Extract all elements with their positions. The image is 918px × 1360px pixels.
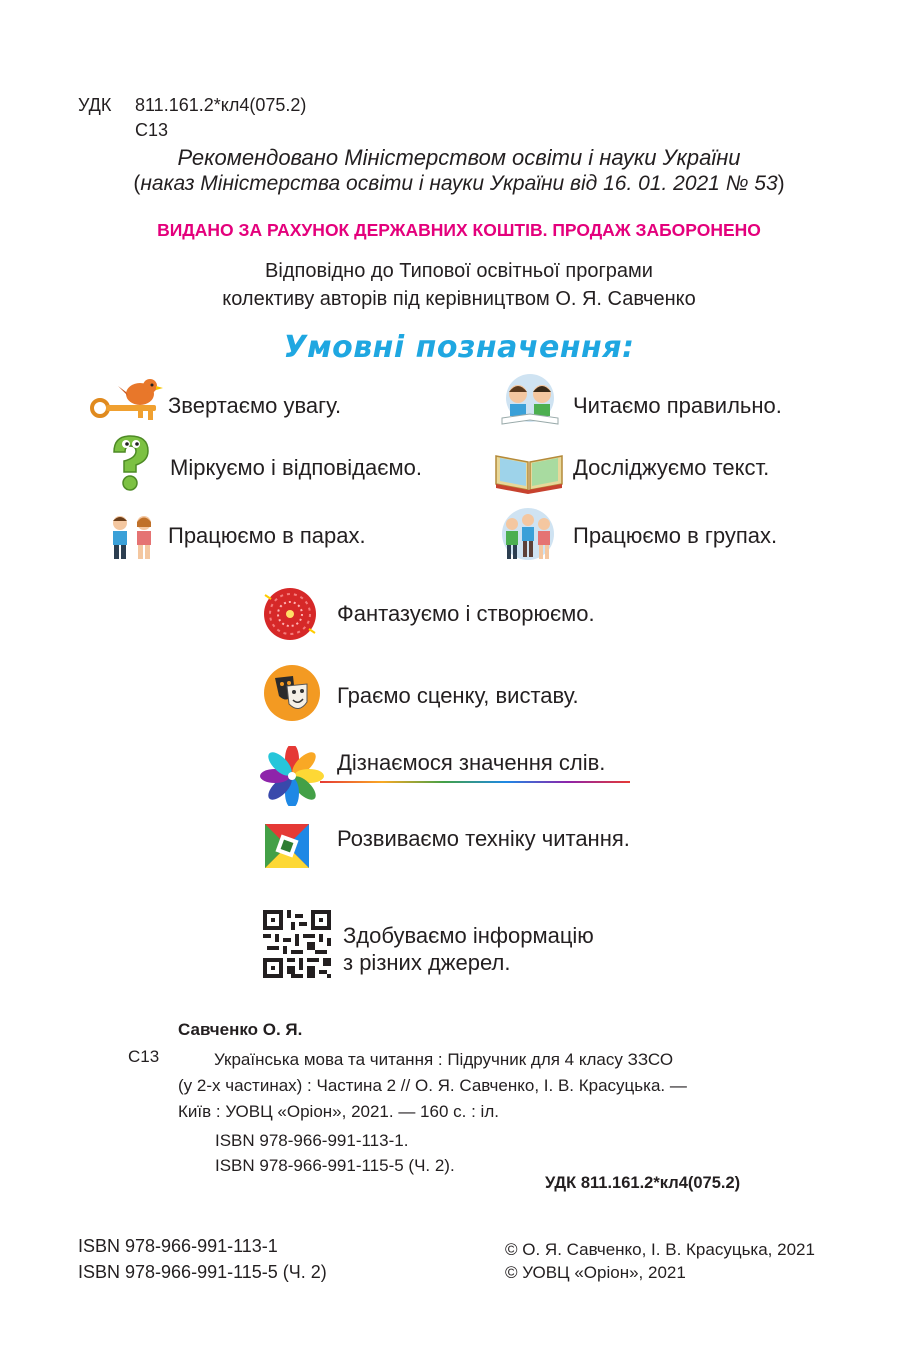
bibliography-isbn-2: ISBN 978-966-991-115-5 (Ч. 2). [215, 1156, 455, 1175]
group-children-icon [498, 508, 558, 564]
recommendation: Рекомендовано Міністерством освіти і науки України [177, 145, 741, 170]
bibliography-udk: УДК 811.161.2*кл4(075.2) [545, 1174, 741, 1192]
program-line-2: колективу авторів під керівництвом О. Я. Савченко [222, 288, 696, 310]
bibliography-line-2: (у 2-х частинах) : Частина 2 // О. Я. Савченко, І. В. Красуцька. — [178, 1076, 687, 1095]
order-reference [0, 172, 918, 196]
legend-item-pairs: Працюємо в парах. [168, 523, 366, 548]
legend-item-fantasize: Фантазуємо і створюємо. [337, 601, 595, 626]
bibliography-isbn-1: ISBN 978-966-991-113-1. [215, 1131, 409, 1150]
bibliography-line-1: Українська мова та читання : Підручник для 4 класу ЗЗСО [214, 1050, 674, 1069]
legend-item-reading-technique: Розвиваємо техніку читання. [337, 826, 630, 851]
legend-item-think-answer: Міркуємо і відповідаємо. [170, 455, 422, 480]
footer-copyright [505, 1238, 815, 1284]
rainbow-underline [320, 781, 630, 783]
children-reading-icon [498, 374, 562, 426]
udk-label: УДК [78, 95, 112, 115]
udk-line [78, 95, 307, 116]
sparkle-ball-icon [259, 585, 321, 643]
pair-children-icon [106, 513, 158, 561]
legend-item-attention: Звертаємо увагу. [168, 393, 342, 418]
footer-isbn [78, 1233, 327, 1285]
information-line-1: Здобуваємо інформацію [343, 923, 594, 948]
pinwheel-icon [260, 746, 324, 806]
order-close: ) [777, 172, 785, 195]
legend-item-information [343, 922, 594, 976]
state-funded-notice: ВИДАНО ЗА РАХУНОК ДЕРЖАВНИХ КОШТІВ. ПРОДАЖ ЗАБОРОНЕНО [157, 220, 761, 240]
footer-isbn-1: ISBN 978-966-991-113-1 [78, 1236, 278, 1256]
legend-item-groups: Працюємо в групах. [573, 523, 778, 548]
copyright-authors: © О. Я. Савченко, І. В. Красуцька, 2021 [505, 1240, 815, 1259]
order-text: наказ Міністерства освіти і науки України від 16. 01. 2021 № 53 [140, 172, 778, 195]
legend-item-play-scene: Граємо сценку, виставу. [337, 683, 579, 708]
legend-item-explore-text: Досліджуємо текст. [573, 455, 770, 480]
bibliography-description [178, 1047, 798, 1125]
bibliography-code: С13 [128, 1047, 160, 1066]
legend-item-read-correctly: Читаємо правильно. [573, 393, 782, 418]
order-open: ( [133, 172, 141, 195]
bird-key-icon [88, 376, 164, 424]
author-mark: С13 [135, 120, 169, 140]
open-book-icon [494, 446, 564, 494]
colored-square-icon [265, 824, 309, 868]
qr-code-icon [263, 910, 331, 978]
bibliography-author: Савченко О. Я. [178, 1020, 303, 1039]
footer-isbn-2: ISBN 978-966-991-115-5 (Ч. 2) [78, 1262, 327, 1282]
legend-title: Умовні позначення: [283, 330, 635, 365]
information-line-2: з різних джерел. [343, 950, 511, 975]
theater-masks-icon [263, 664, 321, 722]
copyright-publisher: © УОВЦ «Оріон», 2021 [505, 1263, 686, 1282]
legend-item-word-meanings: Дізнаємося значення слів. [337, 750, 606, 775]
question-mark-icon [106, 434, 154, 492]
udk-code: 811.161.2*кл4(075.2) [135, 95, 307, 115]
bibliography-line-3: Київ : УОВЦ «Оріон», 2021. — 160 с. : іл. [178, 1102, 499, 1121]
program-line-1: Відповідно до Типової освітньої програми [265, 260, 653, 282]
bibliography-isbn [215, 1128, 455, 1178]
